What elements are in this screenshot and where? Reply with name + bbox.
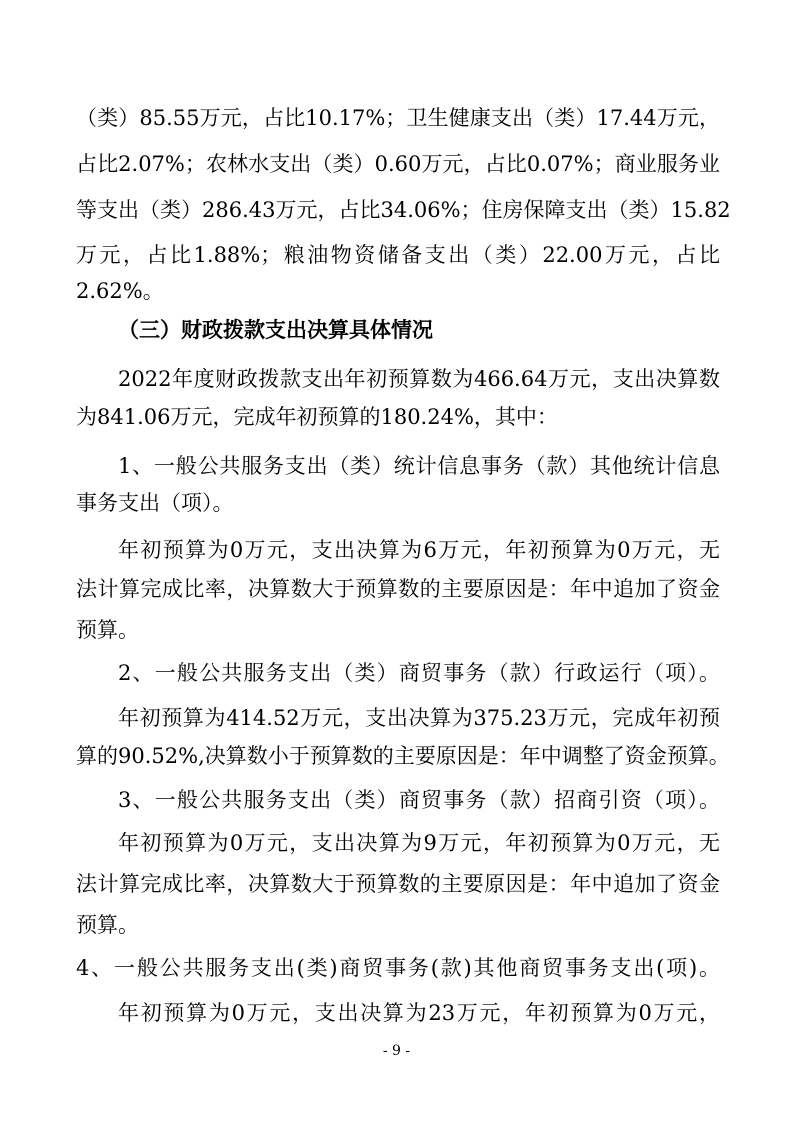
paragraph-line: 年初预算为0万元，支出决算为6万元，年初预算为0万元，无 [118, 538, 720, 562]
paragraph-line: 法计算完成比率，决算数大于预算数的主要原因是：年中追加了资金 [76, 577, 720, 601]
paragraph-line: 年初预算为414.52万元，支出决算为375.23万元，完成年初预 [118, 706, 720, 730]
section-heading: （三）财政拨款支出决算具体情况 [118, 318, 433, 342]
paragraph-line: 占比2.07%；农林水支出（类）0.60万元，占比0.07%；商业服务业 [76, 152, 720, 176]
page-number: - 9 - [382, 1043, 411, 1059]
paragraph-line: 预算。 [76, 618, 139, 642]
paragraph-line: 为841.06万元，完成年初预算的180.24%，其中： [76, 405, 558, 429]
paragraph-line: 年初预算为0万元，支出决算为9万元，年初预算为0万元，无 [118, 831, 720, 855]
paragraph-line: 2.62%。 [76, 279, 164, 303]
item-heading-line: 4、一般公共服务支出(类)商贸事务(款)其他商贸事务支出(项)。 [76, 956, 720, 980]
paragraph-line: 2022年度财政拨款支出年初预算数为466.64万元，支出决算数 [118, 367, 720, 391]
item-heading-line: 事务支出（项）。 [76, 491, 234, 515]
paragraph-line: 预算。 [76, 913, 139, 937]
item-heading-line: 2、一般公共服务支出（类）商贸事务（款）行政运行（项）。 [118, 661, 720, 685]
paragraph-line: 等支出（类）286.43万元，占比34.06%；住房保障支出（类）15.82 [76, 198, 731, 222]
paragraph-line: 法计算完成比率，决算数大于预算数的主要原因是：年中追加了资金 [76, 872, 720, 896]
paragraph-line: 年初预算为0万元，支出决算为23万元，年初预算为0万元， [118, 1001, 720, 1025]
paragraph-line: 万元，占比1.88%；粮油物资储备支出（类）22.00万元，占比 [76, 243, 720, 267]
item-heading-line: 1、一般公共服务支出（类）统计信息事务（款）其他统计信息 [118, 454, 720, 478]
paragraph-line: 算的90.52%,决算数小于预算数的主要原因是：年中调整了资金预算。 [76, 744, 730, 768]
item-heading-line: 3、一般公共服务支出（类）商贸事务（款）招商引资（项）。 [118, 788, 720, 812]
paragraph-line: （类）85.55万元，占比10.17%；卫生健康支出（类）17.44万元， [76, 106, 720, 130]
